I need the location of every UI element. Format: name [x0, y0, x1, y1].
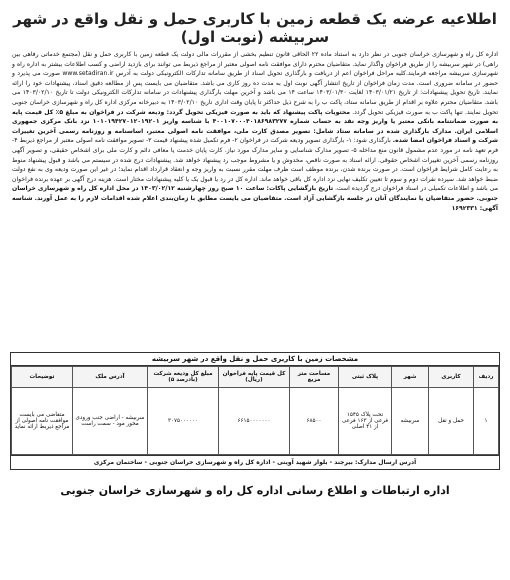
- paragraph-2: تاریخ تحویل پیشنهادات: از تاریخ ۱۴۰۳/۰۱/۲۱ لغایت ۱۴۰۳/۰۱/۳۰ ساعت ۱۴ می باشد و آخرین مهلت بارگذاری پیشنهادات در سامانه تدارکات الکترونیکی دولت تا تاریخ ۱۴۰۳/۰۲/۱۰ می باشد. متقاضیان محترم علاوه بر اقدام از طریق سامانه ستاد، پاکت ب را به شرح ذیل حداکثر تا پایان وقت اداری تاریخ ۱۴۰۳/۰۲/۱۰ به دبیرخانه مرکزی اداره کل راه و شهرسازی خراسان جنوبی تحویل نمایند. تنها پاکت ب به صورت فیزیکی تحویل گردد.: [12, 89, 499, 116]
- col-header: پلاک ثبتی: [339, 367, 392, 388]
- paragraph-1: اداره کل راه و شهرسازی خراسان جنوبی در نظر دارد به استناد ماده ۲۲ الحاقی قانون تنظیم بخشی از مقررات مالی دولت یک قطعه زمین با کاربری حمل و نقل (مجتمع خدماتی رفاهی بین راهی) در شهر سربیشه را از طریق فراخوان واگذار نماید. متقاضیان محترم دارای موافقت نامه اصولی معتبر از مراجع ذیربط می توانند برای بازدید اراضی و کسب اطلاعات بیشتر به اداره راه و شهرسازی سربیشه مراجعه فرمایند.کلیه مراحل فراخوان اعم از دریافت و بارگذاری تحویل اسناد از طریق سامانه تدارکات الکترونیکی دولت به آدرس www.setadiran.ir صورت می پذیرد و حضور در سامانه ضروری است. مدت زمان فراخوان از تاریخ انتشار آگهی نوبت اول به مدت ده روز کاری می باشد. متقاضیان می بایست پس از مطالعه دقیق اسناد، پیشنهادات خود را ارائه نمایند.: [12, 51, 499, 97]
- table-cell: سربیشه - اراضی جنب ورودی محور مود - سمت راست: [73, 388, 148, 455]
- col-header: ردیف: [474, 367, 499, 388]
- notice-title: اطلاعیه عرضه یک قطعه زمین با کاربری حمل و نقل واقع در شهر سربیشه (نوبت اول): [13, 10, 497, 46]
- paragraph-3: محتویات پاکت پیشنهاد که باید به صورت فیزیکی تحویل گردد: ودیعه شرکت در فراخوان به مبلغ ۵٪ کل قیمت پایه به صورت ضمانتنامه بانکی معتبر یا واریز وجه نقد به حساب شماره ۴۰۰۱۰۷۰۰۰۴۰۱۸۶۹۸۳۲۷۷ با شناسه واریز ۱۰۱۰۱۹۴۲۷۰۱۲۰۱۹۲۰۱ نزد بانک مرکزی جمهوری اسلامی ایران. مدارک بارگذاری شده در سامانه ستاد شامل: تصویر مصدق کارت ملی، موافقت نامه اصولی معتبر، اساسنامه و روزنامه رسمی آخرین تغییرات شرکت و اسناد فراخوان امضا شده.: [12, 108, 499, 145]
- col-header: شهر: [392, 367, 429, 388]
- notice-page: [4, 4, 506, 572]
- land-table: [10, 352, 500, 470]
- col-header: مبلغ کل ودیعه شرکت (بادرصد ۵): [148, 367, 219, 388]
- table-cell: ۳۰۷۵۰۰۰۰۰۰: [148, 388, 219, 455]
- table-header-row: [12, 367, 499, 388]
- table-cell: تحت پلاک ۱۵۴۵ فرعی از ۱۶۳ فرعی از ۴۱ اصلی: [339, 388, 392, 455]
- table-cell: ۶۸۵۰۰: [290, 388, 339, 455]
- table-row: [12, 388, 499, 455]
- table-cell: متقاضی می بایست موافقت نامه اصولی از مراجع ذیربط ارائه نماید: [12, 388, 73, 455]
- col-header: مساحت متر مربع: [290, 367, 339, 388]
- table-caption: مشخصات زمین با کاربری حمل و نقل واقع در شهر سربیشه: [11, 353, 499, 366]
- footer-signature: اداره ارتباطات و اطلاع رسانی اداره کل راه و شهرسازی خراسان جنوبی: [60, 484, 450, 497]
- table-cell: ۶۶۱۵۰۰۰۰۰۰۰: [219, 388, 290, 455]
- paragraph-6: تاریخ بازگشایی پاکات: ساعت ۱۰ صبح روز چهارشنبه ۱۴۰۳/۰۲/۱۲ در محل اداره کل راه و شهرسازی خراسان جنوبی. حضور متقاضیان یا نمایندگان آنان در جلسه بازگشایی آزاد است. متقاضیان می بایست مطابق با زمان‌بندی اعلام شده اقدامات لازم را به عمل آورند. شناسه آگهی: ۱۶۹۲۳۳۱: [12, 185, 498, 212]
- mailing-address: آدرس ارسال مدارک: بیرجند - بلوار شهید آوینی - اداره کل راه و شهرسازی خراسان جنوبی - ساختمان مرکزی: [11, 455, 499, 469]
- paragraph-4: بارگذاری شود: ۱- بارگذاری تصویر ودیعه شرکت در فراخوان ۲- فرم تکمیل شده پیشنهاد قیمت ۳- تصویر موافقت نامه اصولی معتبر از مراجع ذیربط ۴- فرم تعهد نامه در مورد عدم مشمول قانون منع مداخله ۵- تصویر مدارک شناسایی و سایر مدارک مورد نیاز. کارت پایان خدمت یا معافی دائم و کارت ملی برای اشخاص حقیقی، و تصویر آگهی روزنامه رسمی آخرین تغییرات اشخاص حقوقی. ارائه اسناد به صورت ناقص، مخدوش و یا مشروط موجب رد پیشنهاد خواهد شد.: [12, 137, 499, 164]
- col-header: توضیحات: [12, 367, 73, 388]
- paragraph-5: پیشنهادات درج شده در سیستم می باشد و قبول پیشنهاد منوط به رعایت کامل شرایط فراخوان است. در صورت برنده شدن، برنده موظف است ظرف مهلت مقرر نسبت به واریز وجه و انعقاد قرارداد اقدام نماید؛ در غیر این صورت ودیعه وی به نفع دولت ضبط خواهد شد. سپرده نفرات دوم و سوم تا تعیین تکلیف نهایی نزد اداره کل باقی خواهد ماند. اداره کل در رد یا قبول یک یا کلیه پیشنهادات مختار است. هزینه درج آگهی بر عهده برنده فراخوان می باشد و اطلاعات تکمیلی در اسناد فراخوان درج گردیده است.: [12, 156, 499, 193]
- col-header: آدرس ملک: [73, 367, 148, 388]
- table-cell: حمل و نقل: [429, 388, 474, 455]
- col-header: کل قیمت پایه فراخوان (ریال): [219, 367, 290, 388]
- land-table-grid: [11, 366, 499, 455]
- notice-body: [4, 50, 506, 344]
- table-cell: سربیشه: [392, 388, 429, 455]
- table-cell: ۱: [474, 388, 499, 455]
- col-header: کاربری: [429, 367, 474, 388]
